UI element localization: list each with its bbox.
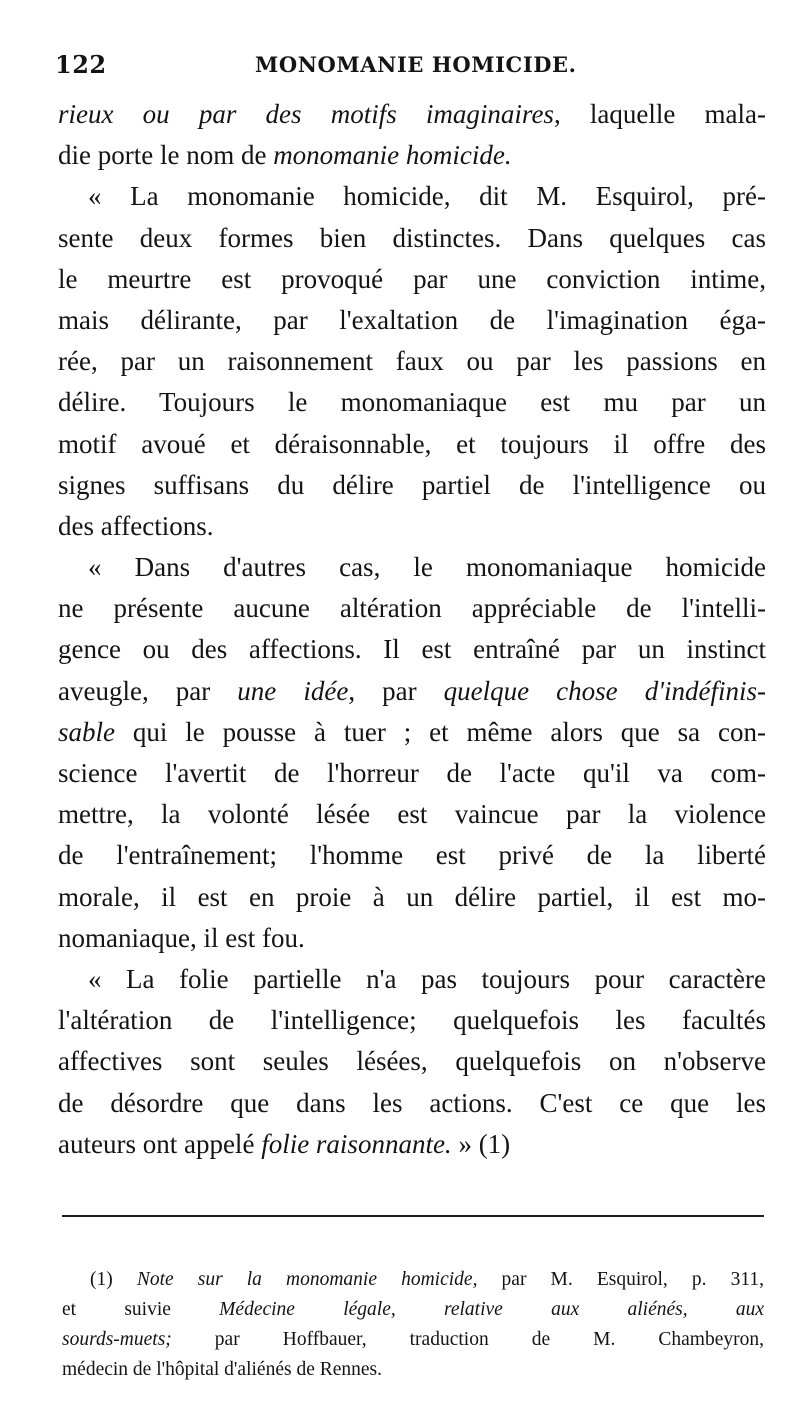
text-line: l'altération de l'intelligence; quelquefois les facultés [58,1005,766,1036]
running-title: MONOMANIE HOMICIDE. [255,52,577,77]
footnote-line: sourds-muets; par Hoffbauer, traduction de M. Chambeyron, [62,1329,764,1350]
italic-text: monomanie homicide. [273,140,512,171]
page-header [55,50,775,84]
footnote-line: médecin de l'hôpital d'aliénés de Rennes. [62,1359,383,1380]
text-line: mettre, la volonté lésée est vaincue par la violence [58,799,766,830]
page-number: 122 [55,50,107,79]
text-line: motif avoué et déraisonnable, et toujours il offre des [58,428,766,459]
footnote-line: et suivie Médecine légale, relative aux aliénés, aux [62,1299,764,1320]
text-line: gence ou des affections. Il est entraîné par un instinct [58,634,766,665]
text-line: science l'avertit de l'horreur de l'acte qu'il va com- [58,758,766,788]
text-line: sente deux formes bien distinctes. Dans quelques cas [58,222,766,253]
text-line: « La monomanie homicide, dit M. Esquirol, pré- [88,181,766,212]
text-line: des affections. [58,510,214,541]
text-line: de désordre que dans les actions. C'est ce que les [58,1087,766,1118]
footnote-rule [62,1215,764,1217]
italic-text: Note sur la monomanie homicide, [136,1269,478,1290]
text-line: de l'entraînement; l'homme est privé de la liberté [58,840,766,871]
italic-text: folie raisonnante. [261,1128,452,1159]
text-line: aveugle, par une idée, par quelque chose d'indéfinis- [58,675,766,706]
text-line: rée, par un raisonnement faux ou par les passions en [58,346,766,377]
text-line: die porte le nom de monomanie homicide. [58,140,512,171]
text-line: le meurtre est provoqué par une conviction intime, [58,263,766,294]
italic-text: rieux ou par des motifs imaginaires [58,99,554,129]
text-line: « La folie partielle n'a pas toujours pour caractère [88,963,766,994]
text-line: « Dans d'autres cas, le monomaniaque homicide [88,552,766,583]
text-line: sable qui le pousse à tuer ; et même alors que sa con- [58,716,766,747]
text-line: rieux ou par des motifs imaginaires, laquelle mala- [58,99,766,129]
text-line: affectives sont seules lésées, quelquefois on n'observe [58,1046,766,1077]
italic-text: quelque chose d'indéfinis- [443,675,766,706]
text-line: auteurs ont appelé folie raisonnante. » (1) [58,1128,511,1159]
italic-text: sable [58,716,115,747]
italic-text: sourds-muets; [62,1329,172,1350]
text-line: morale, il est en proie à un délire partiel, il est mo- [58,881,766,912]
italic-text: Médecine légale, relative aux aliénés, aux [219,1299,764,1320]
body-text [58,94,766,1165]
text-line: nomaniaque, il est fou. [58,922,305,953]
footnote-line: (1) Note sur la monomanie homicide, par M. Esquirol, p. 311, [90,1269,764,1290]
italic-text: une idée [237,675,349,706]
footnote [62,1265,764,1385]
text-line: ne présente aucune altération appréciable de l'intelli- [58,593,766,624]
text-line: signes suffisans du délire partiel de l'intelligence ou [58,469,766,500]
text-line: mais délirante, par l'exaltation de l'imagination éga- [58,304,766,335]
text-line: délire. Toujours le monomaniaque est mu par un [58,387,766,418]
